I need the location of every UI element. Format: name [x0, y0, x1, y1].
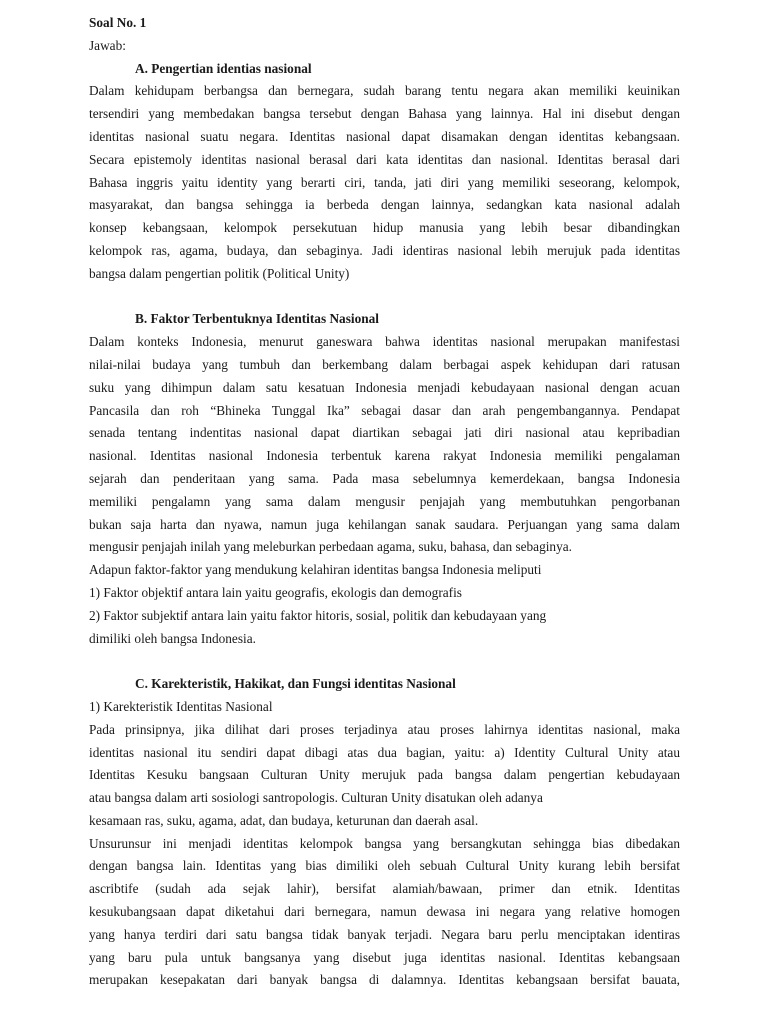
blank-line	[89, 650, 680, 673]
list-item: 2) Faktor subjektif antara lain yaitu faktor hitoris, sosial, politik dan kebudayaan yang	[89, 607, 547, 623]
section-a-paragraph	[89, 80, 680, 285]
answer-label: Jawab:	[89, 37, 126, 53]
paragraph-line: ascribtife (sudah ada sejak lahir), bersifat alamiah/bawaan, primer dan etnik. Identitas	[89, 881, 680, 897]
paragraph-line: yang hanya terdiri dari satu bangsa tidak banyak terjadi. Negara baru perlu menciptakan identiras	[89, 926, 680, 942]
paragraph-line: Dalam kehidupam berbangsa dan bernegara, sudah barang tentu negara akan memiliki keuinikan	[89, 83, 680, 99]
paragraph-line: masyarakat, dan bangsa sehingga ia berbeda dengan lainnya, sedangkan kata nasional adalah	[89, 197, 680, 213]
paragraph-line: suku yang dihimpun dalam satu kesatuan Indonesia menjadi kebudayaan nasional dengan acuan	[89, 379, 680, 395]
section-c-paragraph	[89, 719, 680, 993]
paragraph-line: tersendiri yang membedakan bangsa tersebut dengan Bahasa yang lainnya. Hal ini disebut dengan	[89, 106, 680, 122]
paragraph-line: identitas nasional itu sendiri dapat dibagi atas dua bagian, yaitu: a) Identity Cultural Unity atau	[89, 744, 680, 760]
document-page	[89, 12, 680, 992]
paragraph-line: kesukubangsaan dapat diketahui dari bernegara, namun dewasa ini negara yang relative homogen	[89, 904, 680, 920]
question-title: Soal No. 1	[89, 15, 147, 30]
paragraph-line: Identitas Kesuku bangsaan Culturan Unity merujuk pada bangsa dalam pengertian kebudayaan	[89, 767, 680, 783]
section-c-heading: C. Karekteristik, Hakikat, dan Fungsi identitas Nasional	[135, 676, 456, 692]
list-item-continuation: dimiliki oleh bangsa Indonesia.	[89, 630, 256, 646]
paragraph-line: atau bangsa dalam arti sosiologi santropologis. Culturan Unity disatukan oleh adanya	[89, 790, 543, 806]
paragraph-line: identitas nasional suatu negara. Identitas nasional dapat disamakan dengan identitas kebangsaan.	[89, 128, 680, 144]
paragraph-line: yang baru pula untuk bangsanya yang disebut juga identitas nasional. Identitas kebangsaan	[89, 949, 680, 965]
paragraph-line: Dalam konteks Indonesia, menurut ganeswara bahwa identitas nasional merupakan manifestasi	[89, 334, 680, 350]
paragraph-line: Unsurunsur ini menjadi identitas kelompok bangsa yang bersangkutan sehingga bias dibedakan	[89, 835, 680, 851]
paragraph-line: mengusir penjajah inilah yang meleburkan perbedaan agama, suku, bahasa, dan sebaginya.	[89, 539, 572, 555]
paragraph-line: dengan bangsa lain. Identitas yang bias dimiliki oleh sebuah Cultural Unity kurang lebih bersifat	[89, 858, 680, 874]
paragraph-line: Secara epistemoly identitas nasional berasal dari kata identitas dan nasional. Identitas berasal dari	[89, 151, 680, 167]
paragraph-line: nilai-nilai budaya yang tumbuh dan berkembang dalam berbagai aspek kehidupan dari ratusan	[89, 356, 680, 372]
blank-line	[89, 286, 680, 309]
list-item: 1) Faktor objektif antara lain yaitu geografis, ekologis dan demografis	[89, 584, 462, 600]
paragraph-line: memiliki pengalamn yang sama dalam mengusir penjajah yang membutuhkan pengorbanan	[89, 493, 680, 509]
section-b-heading: B. Faktor Terbentuknya Identitas Nasional	[135, 311, 379, 327]
paragraph-line: kesamaan ras, suku, agama, adat, dan budaya, keturunan dan daerah asal.	[89, 812, 479, 828]
paragraph-line: nasional. Identitas nasional Indonesia terbentuk karena rakyat Indonesia memiliki pengalaman	[89, 448, 680, 464]
paragraph-line: Pada prinsipnya, jika dilihat dari proses terjadinya atau proses lahirnya identitas nasional, maka	[89, 721, 680, 737]
paragraph-line: senada tentang indentitas nasional dapat diartikan sebagai jati diri nasional atau kepribadian	[89, 425, 680, 441]
paragraph-line: Adapun faktor-faktor yang mendukung kelahiran identitas bangsa Indonesia meliputi	[89, 562, 542, 578]
section-c-subheading: 1) Karekteristik Identitas Nasional	[89, 698, 273, 714]
paragraph-line: sejarah dan penderitaan yang sama. Pada masa sebelumnya kemerdekaan, bangsa Indonesia	[89, 470, 680, 486]
section-a-heading: A. Pengertian identias nasional	[135, 60, 312, 76]
paragraph-line: Pancasila dan roh “Bhineka Tunggal Ika” sebagai dasar dan arah pengembangannya. Pendapat	[89, 402, 680, 418]
paragraph-line: kelompok ras, agama, budaya, dan sebaginya. Jadi identiras nasional lebih merujuk pada identitas	[89, 242, 680, 258]
paragraph-line: bangsa dalam pengertian politik (Political Unity)	[89, 265, 350, 281]
section-b-paragraph	[89, 331, 680, 650]
paragraph-line: Bahasa inggris yaitu identity yang berarti ciri, tanda, jati diri yang memiliki seseorang, kelompok,	[89, 174, 680, 190]
paragraph-line: merupakan kesepakatan dari banyak bangsa di dalamnya. Identitas kebangsaan bersifat bauata,	[89, 972, 680, 988]
paragraph-line: bukan saja harta dan nyawa, namun juga kehilangan sanak saudara. Perjuangan yang sama dalam	[89, 516, 680, 532]
paragraph-line: konsep kebangsaan, kelompok persekutuan hidup manusia yang lebih besar dibandingkan	[89, 220, 680, 236]
